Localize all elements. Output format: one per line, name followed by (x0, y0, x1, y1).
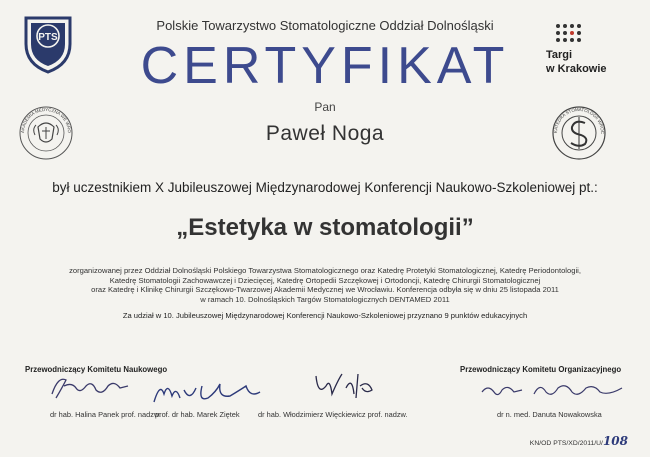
recipient-name: Paweł Noga (265, 122, 385, 145)
signatory-name: dr n. med. Danuta Nowakowska (497, 410, 602, 419)
conference-title: „Estetyka w stomatologii” (176, 214, 474, 241)
certificate-title: CERTYFIKAT (140, 37, 510, 95)
organizers-details (0, 266, 650, 304)
details-line: w ramach 10. Dolnośląskich Targów Stomatologicznych DENTAMED 2011 (200, 294, 450, 304)
signature-nowakowska (478, 376, 628, 404)
seal-right-text: KATEDRA STOMATOLOGII WROC (552, 106, 606, 135)
salutation: Pan (314, 100, 336, 114)
signature-wieckiewicz (310, 368, 380, 404)
participation-statement: był uczestnikiem X Jubileuszowej Międzynarodowej Konferencji Naukowo-Szkoleniowej pt.: (52, 180, 598, 195)
pts-logo-text: PTS (38, 32, 58, 43)
document-number-printed: KN/OD PTS/XD/2011/U/ (529, 440, 603, 447)
details-line: zorganizowanej przez Oddział Dolnośląski Polskiego Towarzystwa Stomatologicznego oraz Katedrę Protetyki Stomatologicznej, Katedrę Periodontologii, (69, 266, 581, 275)
scientific-committee-heading: Przewodniczący Komitetu Naukowego (25, 365, 168, 374)
signatory-name: dr hab. Halina Panek prof. nadzw. (50, 410, 161, 419)
targi-logo-line2: w Krakowie (546, 63, 607, 75)
details-line: Katedrę Stomatologii Zachowawczej i Dziecięcej, Katedrę Ortopedii Szczękowej i Ortodoncji, Katedrę Chirurgii Stomatologicznej (109, 275, 541, 285)
signature-zietek (150, 376, 270, 410)
organizing-committee-heading: Przewodniczący Komitetu Organizacyjnego (460, 365, 622, 374)
targi-logo-line1: Targi (546, 49, 573, 61)
document-number-handwritten: 108 (602, 434, 628, 448)
organization-name: Polskie Towarzystwo Stomatologiczne Oddział Dolnośląski (156, 18, 494, 33)
signature-panek (48, 372, 132, 402)
signatory-name: prof. dr hab. Marek Ziętek (155, 410, 240, 419)
education-points: Za udział w 10. Jubileuszowej Międzynarodowej Konferencji Naukowo-Szkoleniowej przyznano 9 punktów edukacyjnych (122, 311, 528, 320)
details-line: oraz Katedrę i Klinikę Chirurgii Szczękowo-Twarzowej Akademii Medycznej we Wrocławiu. Konferencja odbyła się w dniu 25 listopada 2011 (91, 285, 559, 295)
signatory-name: dr hab. Włodzimierz Więckiewicz prof. nadzw. (258, 410, 408, 419)
document-number (530, 434, 628, 448)
seal-left-text: AKADEMIA MEDYCZNA WE WRO (19, 106, 73, 134)
